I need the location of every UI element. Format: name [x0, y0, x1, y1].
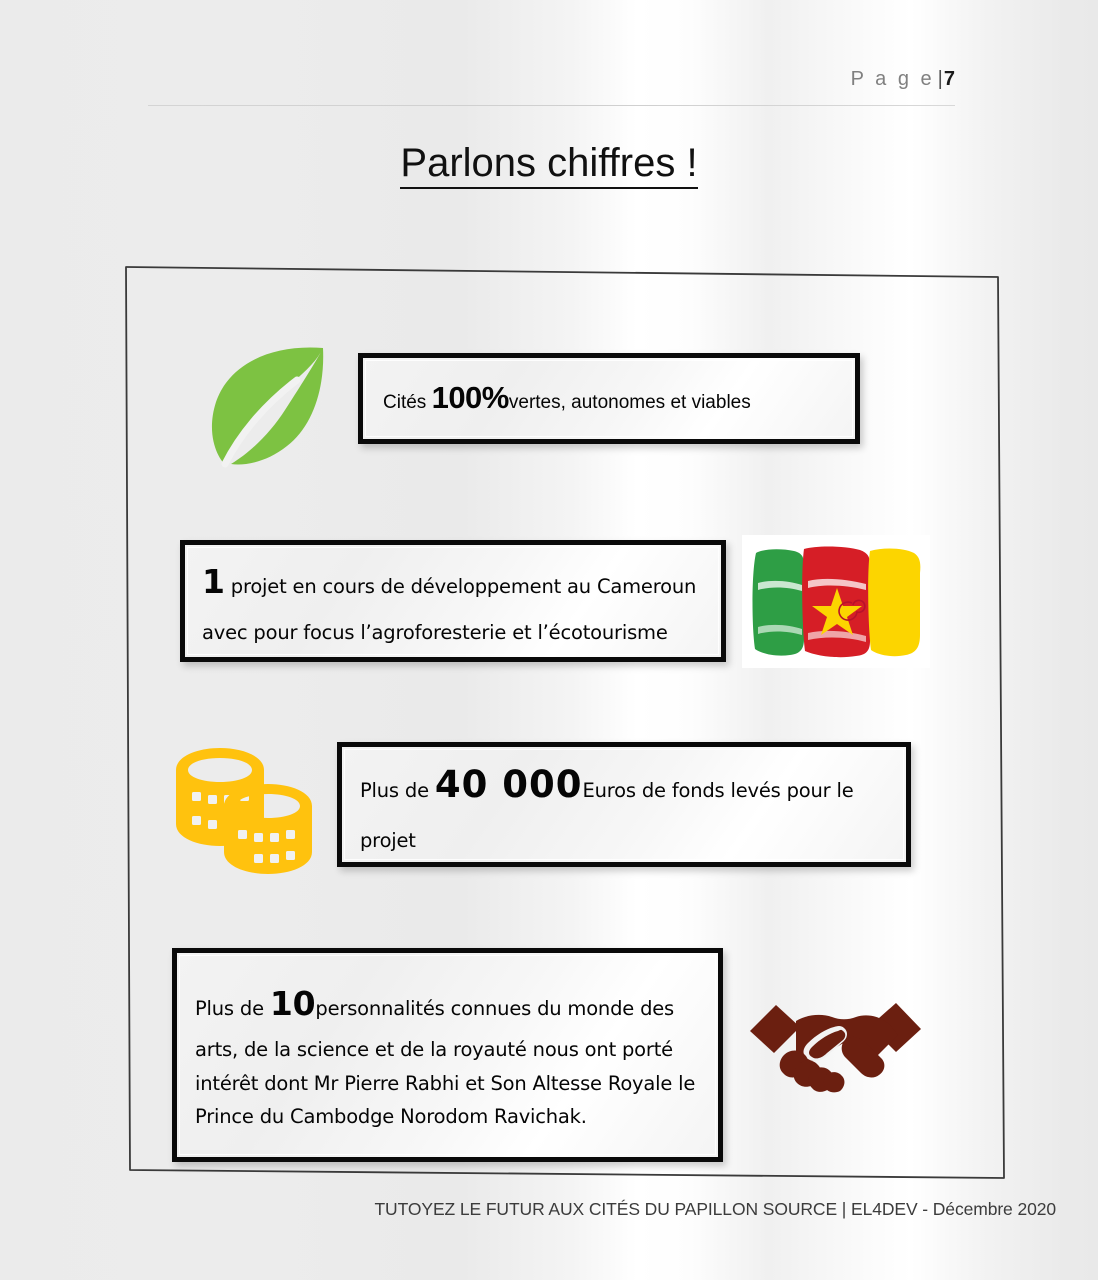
page-title-text: Parlons chiffres !	[400, 141, 697, 189]
footer-text: TUTOYEZ LE FUTUR AUX CITÉS DU PAPILLON SOURCE | EL4DEV - Décembre 2020	[374, 1199, 1056, 1219]
stat-number-project: 1	[202, 561, 225, 601]
leaf-icon	[205, 344, 333, 469]
page-separator: |	[937, 68, 943, 90]
stat-text-people	[177, 976, 718, 1133]
stat-box-funds	[337, 742, 911, 867]
stat-number-people: 10	[269, 984, 316, 1024]
page-number: 7	[943, 68, 955, 90]
stat-suffix-people: personnalités connues du monde des arts, de la science et de la royauté nous ont porté intérêt dont Mr Pierre Rabhi et Son Altesse Royale le Prince du Cambodge Norodom Ravichak.	[195, 997, 696, 1129]
stat-text-project	[185, 550, 721, 652]
stat-prefix-funds: Plus de	[360, 779, 435, 803]
coins-icon	[168, 748, 320, 878]
stat-text-funds	[342, 749, 906, 859]
stat-prefix-people: Plus de	[195, 997, 270, 1021]
handshake-icon	[748, 993, 923, 1093]
page-footer	[0, 1199, 1098, 1220]
stat-number-funds: 40 000	[434, 763, 583, 807]
stat-suffix-project: projet en cours de développement au Cameroun avec pour focus l’agroforesterie et l’écotourisme	[202, 574, 697, 645]
stat-box-people	[172, 948, 723, 1162]
stat-box-project	[180, 540, 726, 662]
stat-suffix-cities: vertes, autonomes et viables	[508, 392, 751, 414]
stat-prefix-cities: Cités	[383, 392, 432, 414]
stat-text-cities	[363, 371, 767, 425]
stat-number-cities: 100%	[431, 380, 509, 416]
page-label: P a g e	[850, 68, 935, 90]
cameroon-flag-icon	[742, 535, 930, 668]
stat-box-cities	[358, 353, 860, 444]
stat-suffix-funds: Euros de fonds levés pour le projet	[360, 779, 854, 852]
